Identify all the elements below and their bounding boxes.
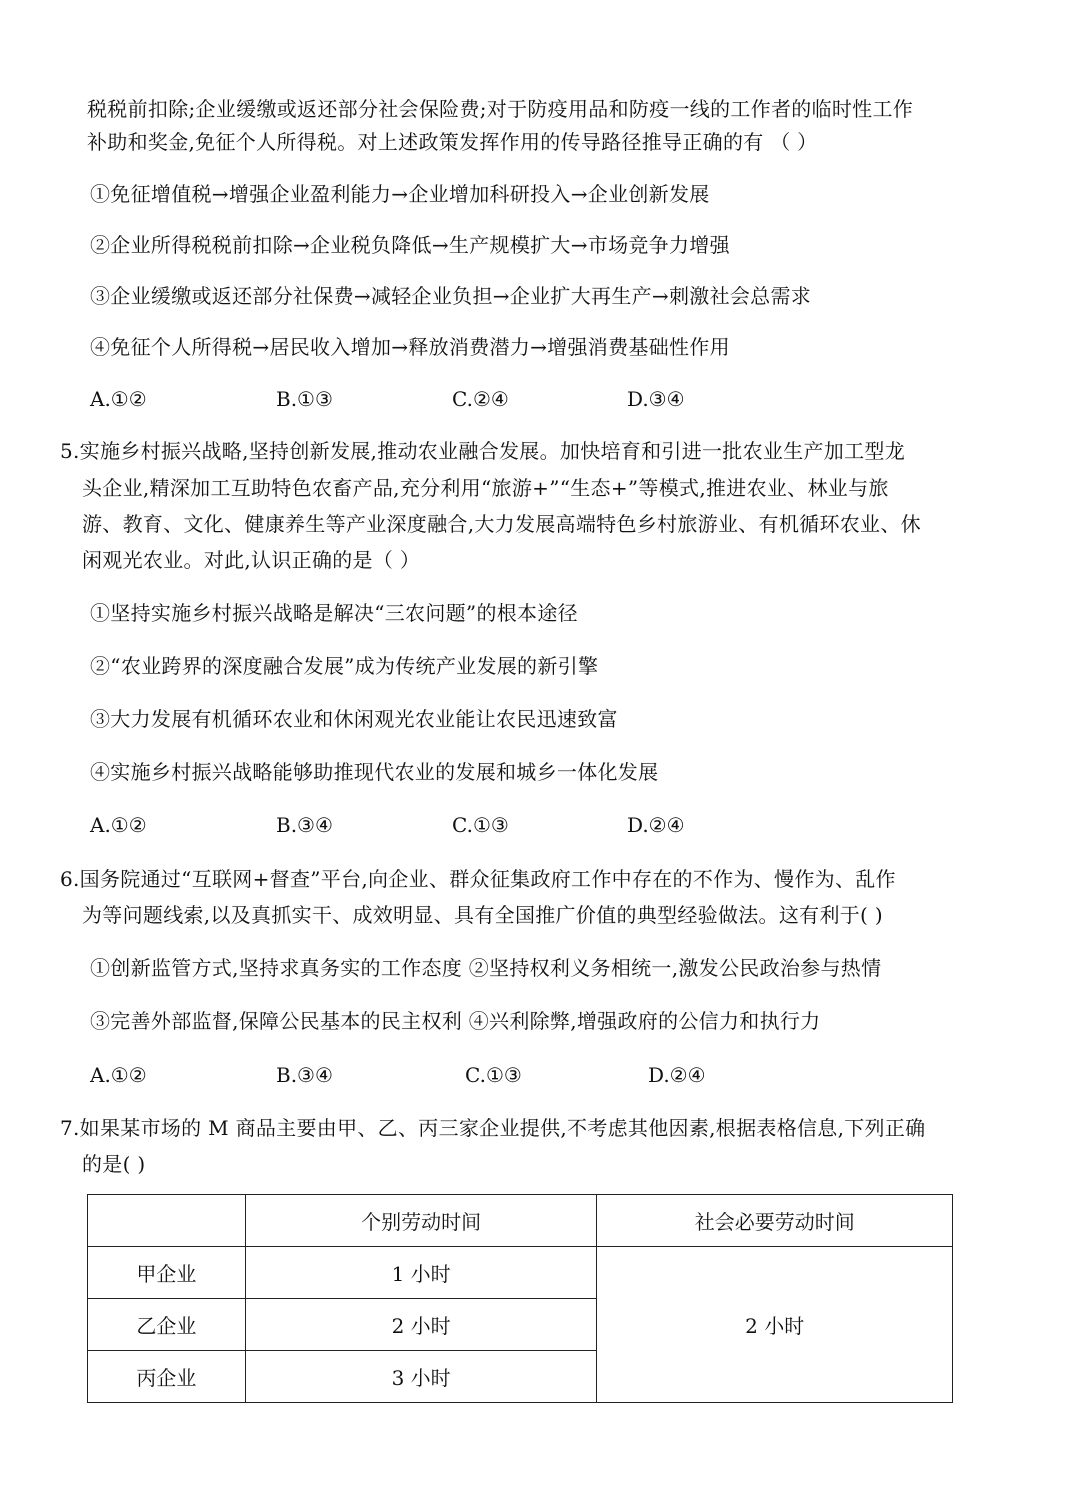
q4-text-line-1: 税税前扣除;企业缓缴或返还部分社会保险费;对于防疫用品和防疫一线的工作者的临时性工作 — [87, 97, 914, 121]
q6-option-b: B.③④ — [276, 1063, 333, 1087]
q6-items-row-1: ①创新监管方式,坚持求真务实的工作态度 ②坚持权利义务相统一,激发公民政治参与热情 — [90, 956, 882, 980]
q7-stem-line-1: 7.如果某市场的 M 商品主要由甲、乙、丙三家企业提供,不考虑其他因素,根据表格信息,下列正确 — [60, 1116, 926, 1140]
table-cell-individual-time: 3 小时 — [245, 1351, 597, 1403]
q4-option-d: D.③④ — [627, 387, 685, 411]
q4-option-a: A.①② — [90, 387, 147, 411]
q5-stem-line-2: 头企业,精深加工互助特色农畜产品,充分利用“旅游+”“生态+”等模式,推进农业、林业与旅 — [82, 476, 889, 500]
table-cell-company: 乙企业 — [88, 1299, 246, 1351]
q6-items-row-2: ③完善外部监督,保障公民基本的民主权利 ④兴利除弊,增强政府的公信力和执行力 — [90, 1009, 821, 1033]
table-cell-company: 甲企业 — [88, 1247, 246, 1299]
labor-time-table — [87, 1194, 953, 1403]
q5-item-2: ②“农业跨界的深度融合发展”成为传统产业发展的新引擎 — [90, 654, 599, 678]
table-header-individual: 个别劳动时间 — [245, 1195, 597, 1247]
q6-stem-line-1: 6.国务院通过“互联网+督查”平台,向企业、群众征集政府工作中存在的不作为、慢作为、乱作 — [60, 867, 896, 891]
table-cell-company: 丙企业 — [88, 1351, 246, 1403]
q5-item-1: ①坚持实施乡村振兴战略是解决“三农问题”的根本途径 — [90, 601, 578, 625]
q5-option-d: D.②④ — [627, 813, 685, 837]
q4-item-4: ④免征个人所得税→居民收入增加→释放消费潜力→增强消费基础性作用 — [90, 335, 730, 359]
q5-item-4: ④实施乡村振兴战略能够助推现代农业的发展和城乡一体化发展 — [90, 760, 659, 784]
table-header-row — [88, 1195, 953, 1247]
q7-stem-line-2: 的是( ) — [82, 1152, 146, 1176]
q6-option-c: C.①③ — [465, 1063, 522, 1087]
q5-stem-line-1: 5.实施乡村振兴战略,坚持创新发展,推动农业融合发展。加快培育和引进一批农业生产加工型龙 — [60, 439, 905, 463]
table-cell-individual-time: 1 小时 — [245, 1247, 597, 1299]
q5-stem-line-4: 闲观光农业。对此,认识正确的是（ ） — [82, 548, 421, 572]
q4-option-c: C.②④ — [452, 387, 509, 411]
q4-text-line-2: 补助和奖金,免征个人所得税。对上述政策发挥作用的传导路径推导正确的有 （ ） — [87, 130, 818, 154]
table-cell-individual-time: 2 小时 — [245, 1299, 597, 1351]
q4-item-2: ②企业所得税税前扣除→企业税负降低→生产规模扩大→市场竞争力增强 — [90, 233, 730, 257]
q6-stem-line-2: 为等问题线索,以及真抓实干、成效明显、具有全国推广价值的典型经验做法。这有利于( ) — [82, 903, 883, 927]
q6-option-a: A.①② — [90, 1063, 147, 1087]
table-header-social: 社会必要劳动时间 — [597, 1195, 953, 1247]
q5-option-a: A.①② — [90, 813, 147, 837]
table-row — [88, 1247, 953, 1299]
q4-option-b: B.①③ — [276, 387, 333, 411]
q5-item-3: ③大力发展有机循环农业和休闲观光农业能让农民迅速致富 — [90, 707, 618, 731]
q5-option-c: C.①③ — [452, 813, 509, 837]
q6-option-d: D.②④ — [648, 1063, 706, 1087]
q5-stem-line-3: 游、教育、文化、健康养生等产业深度融合,大力发展高端特色乡村旅游业、有机循环农业、休 — [82, 512, 921, 536]
table-cell-social-time: 2 小时 — [597, 1247, 953, 1403]
table-header-empty — [88, 1195, 246, 1247]
q4-item-3: ③企业缓缴或返还部分社保费→减轻企业负担→企业扩大再生产→刺激社会总需求 — [90, 284, 812, 308]
q5-option-b: B.③④ — [276, 813, 333, 837]
q4-item-1: ①免征增值税→增强企业盈利能力→企业增加科研投入→企业创新发展 — [90, 182, 710, 206]
